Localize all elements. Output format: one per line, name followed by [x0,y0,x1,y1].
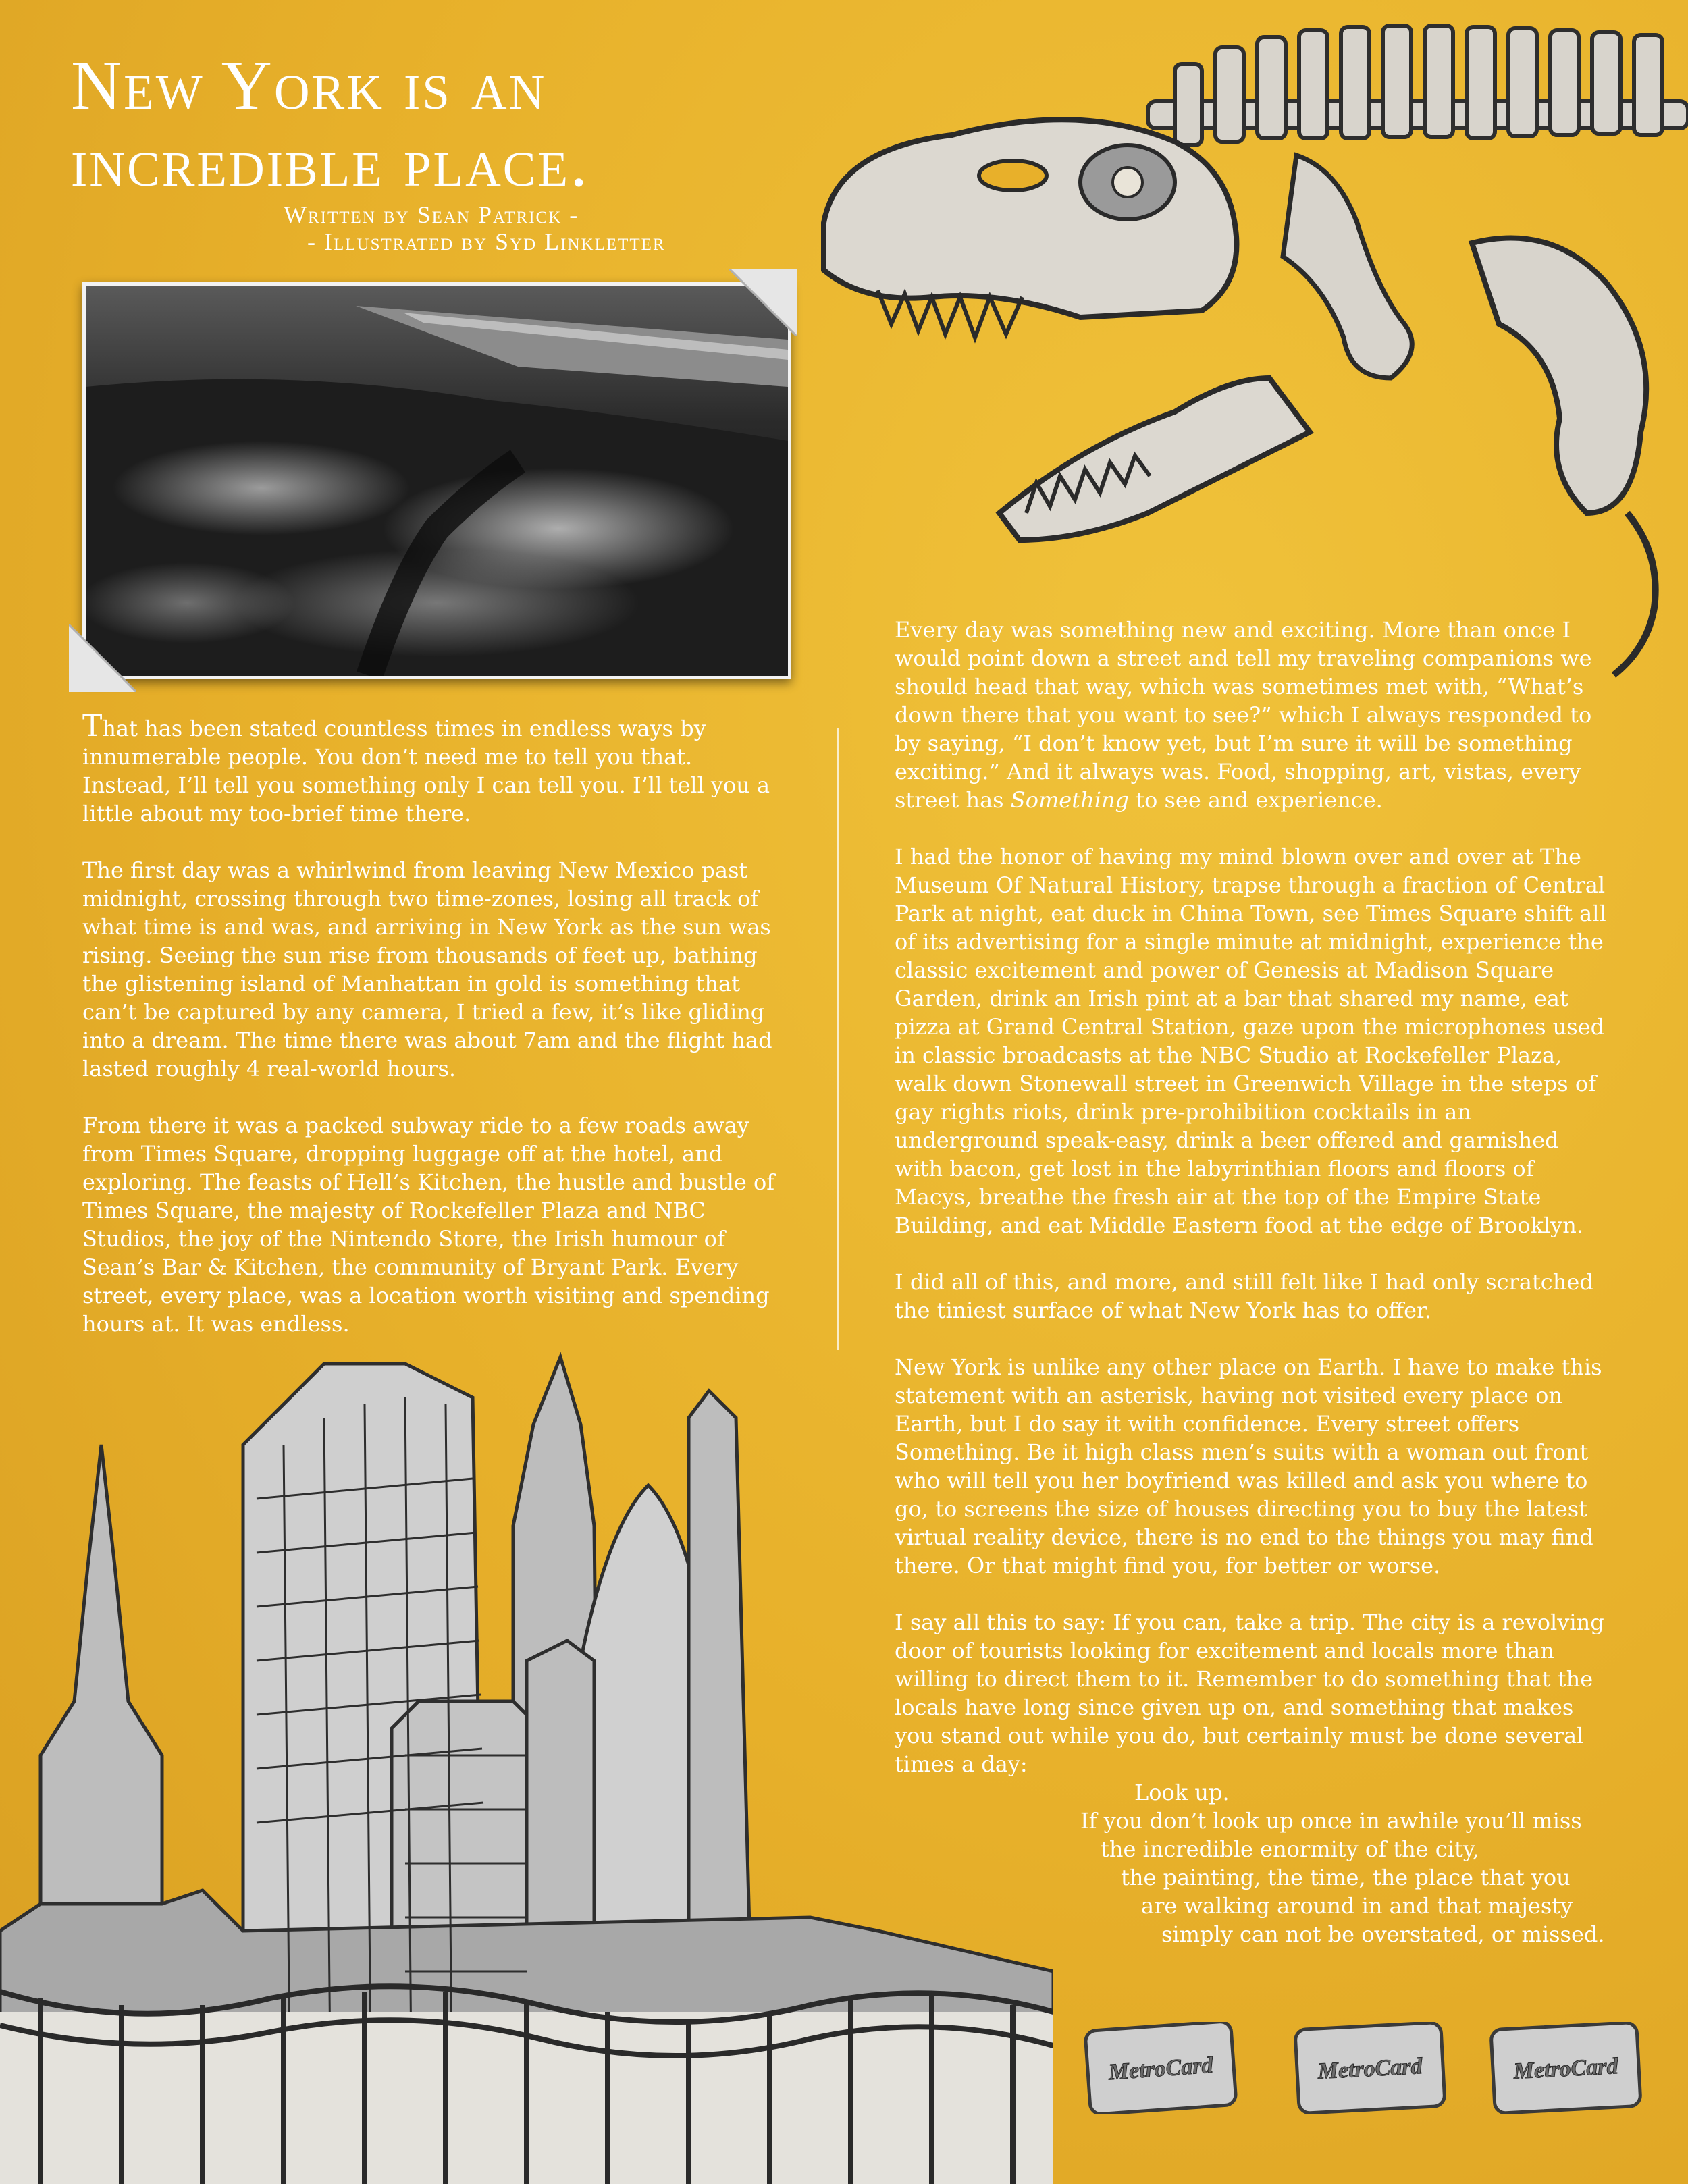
poem-line: the painting, the time, the place that you [1121,1865,1571,1890]
column-divider [837,728,839,1350]
poem-line: Look up. [1134,1780,1230,1805]
dino-skull [824,119,1236,317]
dinosaur-skull-illustration [797,0,1688,682]
article-title [71,47,589,201]
paragraph-intro: That has been stated countless times in endless ways by innumerable people. You don’t need me to tell you that. Instead, I’ll tell you something only I can tell you. I’ll tell you a little about my too-brief time there. [82,709,770,826]
byline-illustrator: - Illustrated by Syd Linkletter [307,228,666,255]
paragraph-take-a-trip: I say all this to say: If you can, take a trip. The city is a revolving door of tourists looking for excitement and locals more than willing to direct them to it. Remember to do something that the locals have long since given up on, and something that makes you stand out while you do, but certainly must be done several times a day: [895,1609,1604,1777]
title-line-2: incredible place. [71,124,590,201]
bridge-railing [0,1986,1053,2184]
metrocard-label: MetroCard [1512,2053,1619,2085]
poem-line: the incredible enormity of the city, [1101,1836,1479,1862]
metrocard-2 [1293,2022,1447,2114]
paragraph-every-day: Every day was something new and exciting. More than once I would point down a street and tell my traveling companions we should head that way, which was sometimes met with, “What’s down there that you want to see?” which I always responded to by saying, “I don’t know yet, but I’m sure it will be something exciting.” And it always was. Food, shopping, art, vistas, every street has Something to see and experience. [895,617,1592,813]
dino-spine [1148,26,1688,145]
skyline-illustration [0,1323,1053,2184]
article-column-left [82,709,785,1366]
title-line-1: New York is an [71,47,547,124]
poem-line: are walking around in and that majesty [1141,1893,1573,1919]
poem-line: If you don’t look up once in awhile you’ll miss [1080,1808,1582,1834]
photo-corner-bottom-left [69,624,136,692]
aerial-night-photo [82,282,791,679]
poem-line: simply can not be overstated, or missed. [1161,1921,1605,1947]
dino-lower-jaw [999,378,1310,540]
drop-cap: T [82,709,103,743]
paragraph-scratched: I did all of this, and more, and still felt like I had only scratched the tiniest surface of what New York has to offer. [895,1269,1593,1323]
dino-neck-bone [1283,155,1412,378]
metrocard-label: MetroCard [1107,2052,1214,2085]
dino-vertebra-large [1472,238,1646,514]
paragraph-unlike-any: New York is unlike any other place on Earth. I have to make this statement with an asterisk, having not visited every place on Earth, but I do say it with confidence. Every street offers Something. Be it high class men’s suits with a woman out front who will tell you her boyfriend was killed and ask you where to go, to screens the size of houses directing you to buy the latest virtual reality device, there is no end to the things you may find there. Or that might find you, for better or worse. [895,1354,1602,1578]
metrocard-3 [1489,2022,1643,2114]
paragraph-first-day: The first day was a whirlwind from leaving New Mexico past midnight, crossing through two time-zones, losing all track of what time is and was, and arriving in New York as the sun was rising. Seeing the sun rise from thousands of feet up, bathing the glistening island of Manhattan in gold is something that can’t be captured by any camera, I tried a few, it’s like gliding into a dream. The time there was about 7am and the flight had lasted roughly 4 real-world hours. [82,857,772,1082]
emphasis-something: Something [1010,787,1130,813]
photo-corner-top-right [729,269,797,336]
metrocard-label: MetroCard [1317,2053,1423,2085]
aerial-photo-image [86,286,788,676]
paragraph-honor: I had the honor of having my mind blown over and over at The Museum Of Natural History, trapse through a fraction of Central Park at night, eat duck in China Town, see Times Square shift all of its advertising for a single minute at midnight, experience the classic excitement and power of Genesis at Madison Square Garden, drink an Irish pint at a bar that shared my name, eat pizza at Grand Central Station, gaze upon the microphones used in classic broadcasts at the NBC Studio at Rockefeller Plaza, walk down Stonewall street in Greenwich Village in the steps of gay rights riots, drink pre-prohibition cocktails in an underground speak-easy, drink a beer offered and garnished with bacon, get lost in the labyrinthian floors and floors of Macys, breathe the fresh air at the top of the Empire State Building, and eat Middle Eastern food at the edge of Brooklyn. [895,844,1606,1238]
paragraph-exploring: From there it was a packed subway ride to a few roads away from Times Square, dropping luggage off at the hotel, and exploring. The feasts of Hell’s Kitchen, the hustle and bustle of Times Square, the majesty of Rockefeller Plaza and NBC Studios, the joy of the Nintendo Store, the Irish humour of Sean’s Bar & Kitchen, the community of Bryant Park. Every street, every place, was a location worth visiting and spending hours at. It was endless. [82,1113,775,1337]
byline-author: Written by Sean Patrick - [284,201,579,228]
byline [284,201,666,255]
metrocard-1 [1084,2022,1238,2114]
